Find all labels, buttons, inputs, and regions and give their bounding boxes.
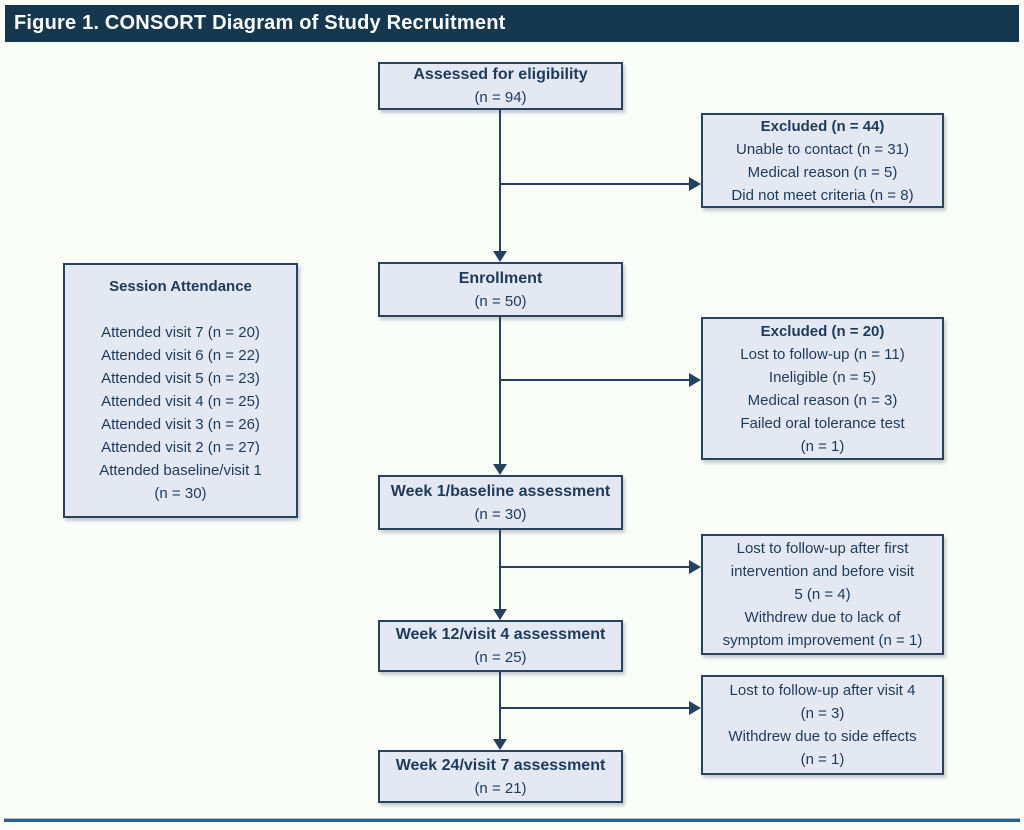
arrow-down-icon: [493, 251, 507, 262]
text-line: Withdrew due to side effects: [728, 728, 917, 745]
flow-box-week24-visit7: [378, 750, 623, 803]
text-line: (n = 1): [800, 751, 845, 768]
text-line: Attended visit 4 (n = 25): [101, 393, 260, 410]
connector-vertical-3: [499, 530, 501, 613]
arrow-down-icon: [493, 609, 507, 620]
flow-box-label: Enrollment: [458, 269, 543, 287]
flow-box-week1-baseline: [378, 475, 623, 530]
arrow-right-icon: [689, 177, 701, 191]
side-box-lost-after-visit4: [701, 675, 944, 775]
text-line: Failed oral tolerance test: [740, 414, 905, 432]
flow-box-label: Assessed for eligibility: [413, 66, 588, 83]
flow-box-week12-visit4: [378, 620, 623, 672]
flow-box-n: (n = 21): [474, 779, 527, 797]
text-line: Attended visit 3 (n = 26): [101, 416, 260, 433]
attendance-lines: [99, 321, 262, 505]
side-box-heading: Excluded (n = 20): [760, 322, 885, 340]
side-box-excluded-20: [701, 317, 944, 460]
connector-horizontal-4: [500, 707, 690, 709]
arrow-down-icon: [493, 739, 507, 750]
text-line: Medical reason (n = 3): [747, 391, 898, 409]
side-box-lines: [731, 138, 913, 207]
attendance-heading: Session Attendance: [109, 278, 252, 295]
connector-vertical-2: [499, 317, 501, 468]
side-box-excluded-44: [701, 113, 944, 208]
text-line: Attended visit 7 (n = 20): [101, 324, 260, 341]
text-line: Lost to follow-up after visit 4: [729, 682, 916, 699]
flow-box-n: (n = 30): [474, 505, 527, 523]
text-line: Ineligible (n = 5): [768, 368, 877, 386]
text-line: Lost to follow-up after first: [736, 540, 909, 557]
session-attendance-box: [63, 263, 298, 518]
text-line: (n = 1): [800, 437, 845, 455]
figure-title-bar: [5, 5, 1019, 42]
bottom-rule: [4, 818, 1020, 822]
arrow-right-icon: [689, 373, 701, 387]
connector-horizontal-3: [500, 566, 690, 568]
text-line: Attended visit 5 (n = 23): [101, 370, 260, 387]
text-line: Lost to follow-up (n = 11): [740, 345, 905, 363]
text-line: symptom improvement (n = 1): [722, 632, 923, 649]
flow-box-enrollment: [378, 262, 623, 317]
text-line: Did not meet criteria (n = 8): [731, 186, 914, 204]
connector-horizontal-1: [500, 183, 690, 185]
side-box-lines: [728, 679, 916, 771]
connector-horizontal-2: [500, 379, 690, 381]
flow-box-assessed-eligibility: [378, 62, 623, 110]
flow-box-label: Week 12/visit 4 assessment: [395, 626, 606, 643]
text-line: Attended baseline/visit 1: [99, 462, 262, 479]
flow-box-label: Week 24/visit 7 assessment: [395, 756, 606, 774]
arrow-right-icon: [689, 701, 701, 715]
flow-box-label: Week 1/baseline assessment: [390, 482, 611, 500]
arrow-down-icon: [493, 464, 507, 475]
text-line: intervention and before visit: [730, 563, 915, 580]
text-line: Attended visit 2 (n = 27): [101, 439, 260, 456]
flow-box-n: (n = 25): [474, 649, 527, 666]
text-line: Attended visit 6 (n = 22): [101, 347, 260, 364]
text-line: (n = 3): [800, 705, 845, 722]
flow-box-n: (n = 94): [474, 89, 527, 106]
side-box-lines: [740, 343, 904, 458]
side-box-heading: Excluded (n = 44): [760, 117, 885, 135]
text-line: Unable to contact (n = 31): [735, 140, 910, 158]
text-line: (n = 30): [154, 485, 207, 502]
text-line: Medical reason (n = 5): [747, 163, 898, 181]
text-line: Withdrew due to lack of: [744, 609, 901, 626]
text-line: 5 (n = 4): [794, 586, 851, 603]
side-box-lines: [723, 537, 923, 652]
side-box-lost-before-visit5: [701, 534, 944, 655]
flow-box-n: (n = 50): [474, 292, 527, 310]
figure-title: Figure 1. CONSORT Diagram of Study Recruitment: [14, 12, 506, 34]
arrow-right-icon: [689, 560, 701, 574]
